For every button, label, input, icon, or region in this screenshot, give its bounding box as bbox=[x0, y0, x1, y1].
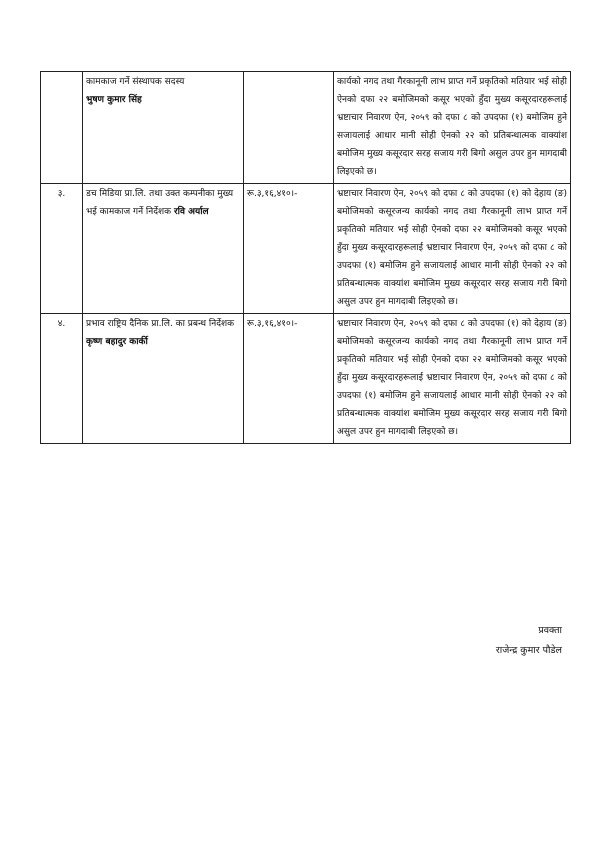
row-number: ४. bbox=[41, 314, 83, 444]
defendant-cell bbox=[83, 314, 244, 444]
defendant-role: प्रभाव राष्ट्रिय दैनिक प्रा.लि. का प्रबन्ध निर्देशक bbox=[86, 319, 235, 329]
amount-cell bbox=[244, 72, 334, 184]
defendant-name: भुषण कुमार सिंह bbox=[86, 95, 142, 105]
signature-title: प्रवक्ता bbox=[538, 625, 562, 636]
defendant-name: रवि अर्याल bbox=[173, 207, 209, 217]
defendant-cell bbox=[83, 184, 244, 314]
description-cell: कार्यको नगद तथा गैरकानूनी लाभ प्राप्त गर्ने प्रकृतिको मतियार भई सोही ऐनको दफा २२ बमोजिमको कसूर भएको हुँदा मुख्य कसूरदारहरूलाई भ्रष्टाचार निवारण ऐन, २०५९ को दफा ८ को उपदफा (१) बमोजिम हुने सजायलाई आधार मानी सोही ऐनको २२ को प्रतिबन्धात्मक वाक्यांश बमोजिम मुख्य कसूरदार सरह सजाय गरी बिगो असुल उपर हुन मागदाबी लिइएको छ। bbox=[334, 72, 571, 184]
amount-cell: रू.३,१६,४१०।- bbox=[244, 314, 334, 444]
amount-cell: रू.३,१६,४१०।- bbox=[244, 184, 334, 314]
row-number: ३. bbox=[41, 184, 83, 314]
table-row bbox=[41, 184, 571, 314]
table-row bbox=[41, 314, 571, 444]
case-table bbox=[40, 71, 571, 444]
defendant-cell bbox=[83, 72, 244, 184]
defendant-name: कृष्ण बहादुर कार्की bbox=[86, 337, 148, 347]
row-number bbox=[41, 72, 83, 184]
description-cell: भ्रष्टाचार निवारण ऐन, २०५९ को दफा ८ को उपदफा (१) को देहाय (ङ) बमोजिमको कसूरजन्य कार्यको नगद तथा गैरकानूनी लाभ प्राप्त गर्ने प्रकृतिको मतियार भई सोही ऐनको दफा २२ बमोजिमको कसूर भएको हुँदा मुख्य कसूरदारहरूलाई भ्रष्टाचार निवारण ऐन, २०५९ को दफा ८ को उपदफा (१) बमोजिम हुने सजायलाई आधार मानी सोही ऐनको २२ को प्रतिबन्धात्मक वाक्यांश बमोजिम मुख्य कसूरदार सरह सजाय गरी बिगो असुल उपर हुन मागदाबी लिइएको छ। bbox=[334, 314, 571, 444]
defendant-role: डच मिडिया प्रा.लि. तथा उक्त कम्पनीका मुख्य भई कामकाज गर्ने निर्देशक bbox=[86, 189, 234, 217]
description-cell: भ्रष्टाचार निवारण ऐन, २०५९ को दफा ८ को उपदफा (१) को देहाय (ङ) बमोजिमको कसूरजन्य कार्यको नगद तथा गैरकानूनी लाभ प्राप्त गर्ने प्रकृतिको मतियार भई सोही ऐनको दफा २२ बमोजिमको कसूर भएको हुँदा मुख्य कसूरदारहरूलाई भ्रष्टाचार निवारण ऐन, २०५९ को दफा ८ को उपदफा (१) बमोजिम हुने सजायलाई आधार मानी सोही ऐनको २२ को प्रतिबन्धात्मक वाक्यांश बमोजिम मुख्य कसूरदार सरह सजाय गरी बिगो असुल उपर हुन मागदाबी लिइएको छ। bbox=[334, 184, 571, 314]
table-row bbox=[41, 72, 571, 184]
signature-name: राजेन्द्र कुमार पौडेल bbox=[495, 645, 562, 656]
signature-block bbox=[496, 621, 562, 661]
defendant-role: कामकाज गर्ने संस्थापक सदस्य bbox=[86, 77, 185, 87]
